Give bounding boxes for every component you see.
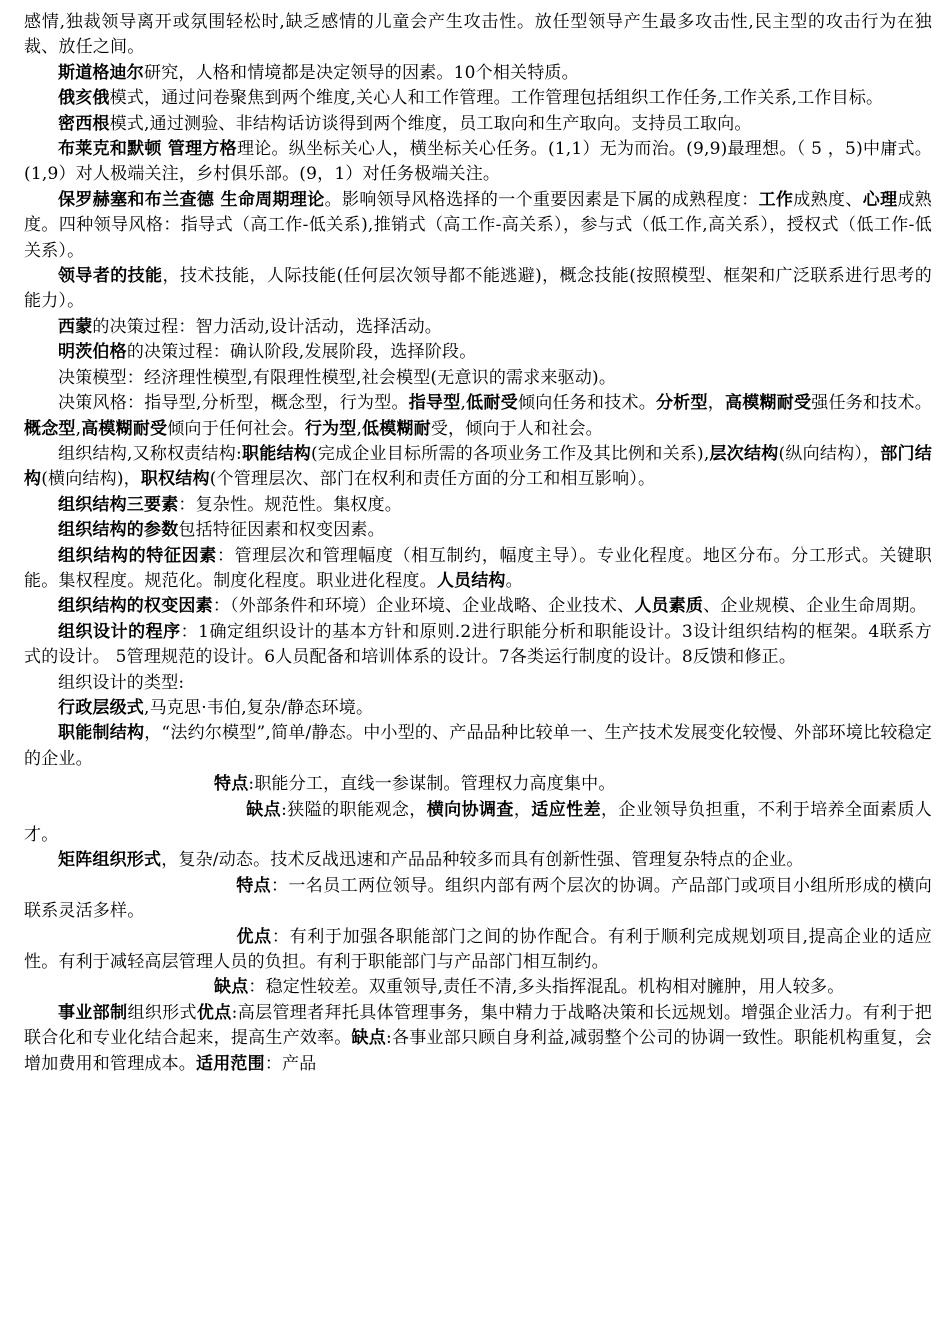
bold-text-run: 部门结构 [24, 443, 932, 490]
paragraph [24, 86, 932, 111]
paragraph [24, 975, 932, 1000]
bold-text-run: 西蒙 [58, 316, 93, 337]
text-run: 决策模型：经济理性模型,有限理性模型,社会模型(无意识的需求来驱动)。 [58, 367, 617, 388]
text-run: 倾向任务和技术。 [517, 393, 656, 414]
bold-text-run: 适应性差 [531, 799, 602, 820]
bold-text-run: 缺点 [351, 1028, 387, 1049]
text-run: ：稳定性较差。双重领导,责任不清,多头指挥混乱。机构相对臃肿，用人较多。 [248, 977, 845, 998]
text-run: ，企业领导负担重，不利于培养全面素质人才。 [24, 799, 932, 845]
paragraph [24, 112, 932, 137]
paragraph [24, 925, 932, 976]
text-run: 强任务和技术。 [811, 393, 933, 414]
paragraph [24, 518, 932, 543]
text-run: ：有利于加强各职能部门之间的协作配合。有利于顺利完成规划项目,提高企业的适应性。有利于减轻高层管理人员的负担。有利于职能部门与产品部门相互制约。 [24, 926, 932, 973]
paragraph [24, 772, 932, 797]
text-run: 倾向于任何社会。 [167, 418, 305, 439]
text-run: ，技术技能，人际技能(任何层次领导都不能逃避)，概念技能(按照模型、框架和广泛联系进行思考的能力）。 [24, 266, 932, 312]
paragraph [24, 264, 932, 315]
bold-text-run: 行为型 [304, 418, 357, 439]
paragraph [24, 848, 932, 873]
paragraph [24, 620, 932, 671]
text-run: 受，倾向于人和社会。 [430, 418, 603, 439]
bold-text-run: 斯道格迪尔 [58, 62, 144, 83]
bold-text-run: 高模糊耐受 [81, 418, 168, 439]
text-run: 、企业规模、企业生命周期。 [703, 596, 927, 617]
bold-text-run: 事业部制 [58, 1002, 128, 1023]
paragraph [24, 798, 932, 849]
bold-text-run: 特点 [214, 774, 249, 795]
bold-text-run: 组织结构三要素 [58, 494, 179, 515]
bold-text-run: 矩阵组织形式 [58, 850, 162, 871]
paragraph [24, 671, 932, 696]
bold-text-run: 职能制结构 [58, 723, 145, 744]
text-run: (纵向结构）， [778, 443, 881, 464]
text-run: :高层管理者拜托具体管理事务，集中精力于战略决策和长远规划。增强企业活力。有利于把联合化和专业化结合起来，提高生产效率。 [24, 1002, 932, 1049]
bold-text-run: 横向协调查 [426, 799, 514, 820]
text-run: 成熟度。四种领导风格：指导式（高工作-低关系),推销式（高工作-高关系），参与式（低工作,高关系），授权式（低工作-低关系）。 [24, 189, 932, 261]
text-run: 的决策过程：智力活动,设计活动，选择活动。 [92, 316, 443, 337]
text-run: , [460, 393, 467, 414]
bold-text-run: 俄亥俄 [58, 88, 110, 109]
paragraph [24, 366, 932, 391]
bold-text-run: 领导者的技能 [58, 266, 163, 287]
paragraph [24, 340, 932, 365]
text-run: 的决策过程：确认阶段,发展阶段，选择阶段。 [126, 342, 477, 363]
bold-text-run: 低耐受 [466, 393, 518, 414]
bold-text-run: 低模糊耐 [362, 418, 431, 439]
text-run: :各事业部只顾自身利益,减弱整个公司的协调一致性。职能机构重复，会增加费用和管理成本。 [24, 1028, 932, 1074]
text-run: ，复杂/动态。技术反战迅速和产品品种较多而具有创新性强、管理复杂特点的企业。 [161, 850, 804, 871]
bold-text-run: 缺点 [246, 799, 282, 820]
bold-text-run: 高模糊耐受 [725, 393, 812, 414]
bold-text-run: 行政层级式 [58, 697, 144, 718]
text-run: , [75, 418, 82, 439]
paragraph [24, 188, 932, 264]
bold-text-run: 保罗赫塞和布兰查德 生命周期理论 [58, 189, 325, 210]
bold-text-run: 人员结构 [436, 570, 506, 591]
bold-text-run: 组织结构的权变因素 [58, 596, 213, 617]
text-run: ：（外部条件和环境）企业环境、企业战略、企业技术、 [212, 596, 635, 617]
paragraph [24, 874, 932, 925]
bold-text-run: 布莱克和默顿 管理方格 [58, 139, 237, 160]
bold-text-run: 密西根 [58, 113, 110, 134]
text-run: ：1确定组织设计的基本方针和原则.2进行职能分析和职能设计。3设计组织结构的框架。4联系方式的设计。 5管理规范的设计。6人员配备和培训体系的设计。7各类运行制度的设计。8反馈和修正。 [24, 621, 932, 668]
bold-text-run: 优点 [236, 926, 272, 947]
text-run: 理论。纵坐标关心人，横坐标关心任务。(1,1）无为而治。(9,9)最理想。（ 5 ，5)中庸式。(1,9）对人极端关注，乡村俱乐部。(9，1）对任务极端关注。 [24, 139, 933, 185]
text-run: ，“法约尔模型”,简单/静态。中小型的、产品品种比较单一、生产技术发展变化较慢、外部环境比较稳定的企业。 [24, 723, 932, 769]
paragraph [24, 442, 932, 493]
text-run: 组织设计的类型: [58, 672, 185, 693]
text-run: ：复杂性。规范性。集权度。 [178, 494, 403, 515]
bold-text-run: 心理 [862, 189, 898, 210]
text-run: 。 [505, 570, 523, 591]
bold-text-run: 职能结构 [241, 443, 311, 464]
bold-text-run: 缺点 [214, 977, 249, 998]
text-run: ， [707, 393, 725, 414]
text-run: :职能分工，直线一参谋制。管理权力高度集中。 [248, 774, 616, 795]
paragraph [24, 61, 932, 86]
bold-text-run: 明茨伯格 [58, 342, 127, 363]
text-run: 研究，人格和情境都是决定领导的因素。10个相关特质。 [144, 62, 579, 83]
paragraph [24, 721, 932, 772]
text-run: :狭隘的职能观念， [281, 799, 427, 820]
text-run: 。影响领导风格选择的一个重要因素是下属的成熟程度： [324, 189, 759, 210]
paragraph [24, 10, 932, 61]
paragraph [24, 1001, 932, 1077]
bold-text-run: 职权结构 [140, 469, 210, 490]
bold-text-run: 特点 [236, 875, 271, 896]
text-run: ：管理层次和管理幅度（相互制约，幅度主导）。专业化程度。地区分布。分工形式。关键职能。集权程度。规范化。制度化程度。职业进化程度。 [24, 545, 932, 591]
text-run: ， [513, 799, 532, 820]
text-run: ,马克思·韦伯,复杂/静态环境。 [144, 697, 374, 718]
paragraph [24, 315, 932, 340]
text-run: 模式,通过测验、非结构话访谈得到两个维度，员工取向和生产取向。支持员工取向。 [109, 113, 752, 134]
text-run: 组织结构,又称权责结构: [58, 443, 242, 464]
bold-text-run: 适用范围 [196, 1053, 265, 1074]
bold-text-run: 人员素质 [634, 596, 704, 617]
bold-text-run: 层次结构 [709, 443, 779, 464]
text-run: 决策风格：指导型,分析型，概念型，行为型。 [58, 393, 409, 414]
text-run: , [356, 418, 363, 439]
text-run: (横向结构)， [41, 469, 141, 490]
text-run: 模式，通过问卷聚焦到两个维度,关心人和工作管理。工作管理包括组织工作任务,工作关系,工作目标。 [109, 88, 884, 109]
bold-text-run: 组织设计的程序 [58, 621, 181, 642]
bold-text-run: 组织结构的特征因素 [58, 545, 217, 566]
text-run: 成熟度、 [793, 189, 863, 210]
paragraph [24, 594, 932, 619]
text-run: 组织形式 [127, 1002, 197, 1023]
paragraph [24, 391, 932, 442]
bold-text-run: 工作 [758, 189, 794, 210]
paragraph [24, 696, 932, 721]
bold-text-run: 指导型 [408, 393, 461, 414]
paragraph [24, 137, 932, 188]
bold-text-run: 优点 [196, 1002, 232, 1023]
text-run: 包括特征因素和权变因素。 [178, 520, 385, 541]
text-run: ：一名员工两位领导。组织内部有两个层次的协调。产品部门或项目小组所形成的横向联系灵活多样。 [24, 875, 932, 922]
bold-text-run: 组织结构的参数 [58, 520, 179, 541]
text-run: (个管理层次、部门在权利和责任方面的分工和相互影响）。 [209, 469, 656, 490]
paragraph [24, 493, 932, 518]
text-run: 感情,独裁领导离开或氛围轻松时,缺乏感情的儿童会产生攻击性。放任型领导产生最多攻击性,民主型的攻击行为在独裁、放任之间。 [24, 12, 932, 58]
paragraph [24, 544, 932, 595]
text-run: (完成企业目标所需的各项业务工作及其比例和关系), [310, 443, 710, 464]
text-run: ：产品 [264, 1053, 317, 1074]
bold-text-run: 概念型 [24, 418, 76, 439]
bold-text-run: 分析型 [655, 393, 708, 414]
